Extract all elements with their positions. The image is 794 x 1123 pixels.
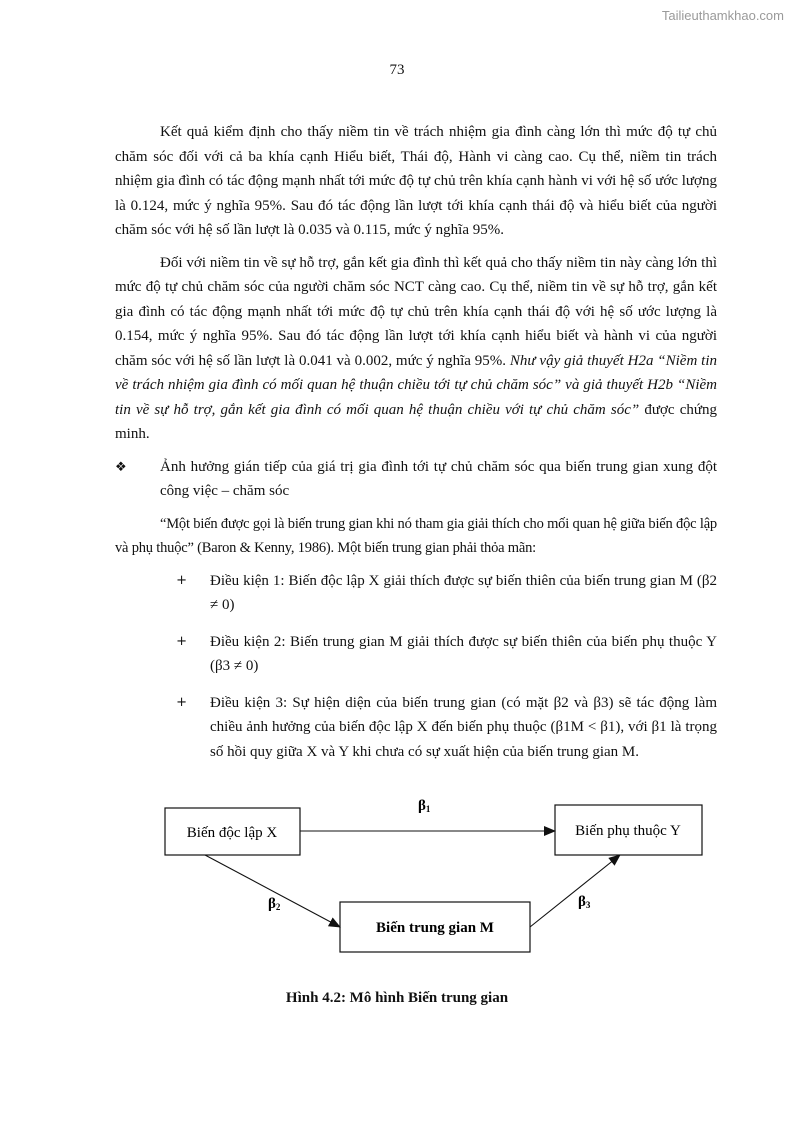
condition-item (115, 691, 717, 765)
condition-text: Điều kiện 2: Biến trung gian M giải thích được sự biến thiên của biến phụ thuộc Y (β3 ≠ 0) (210, 633, 717, 674)
beta3-subscript: 3 (585, 900, 591, 910)
beta2-symbol: β (268, 896, 276, 912)
paragraph-support-end: được chứng minh. (115, 401, 717, 442)
section-bullet-text: Ảnh hưởng gián tiếp của giá trị gia đình tới tự chủ chăm sóc qua biến trung gian xung đột công việc – chăm sóc (160, 458, 717, 499)
hypothesis-statement: Như vậy giả thuyết H2a “Niềm tin về trách nhiệm gia đình có mối quan hệ thuận chiều tới tự chủ chăm sóc” và giả thuyết H2b “Niềm tin về sự hỗ trợ, gắn kết gia đình có mối quan hệ thuận chiều với tự chủ chăm sóc” (115, 352, 717, 418)
watermark: Tailieuthamkhao.com (661, 8, 784, 23)
page-number: 73 (389, 62, 405, 78)
diamond-bullet-icon: ❖ (115, 458, 127, 474)
plus-bullet-icon: + (176, 633, 187, 649)
paragraph-family-responsibility: Kết quả kiểm định cho thấy niềm tin về trách nhiệm gia đình càng lớn thì mức độ tự chủ chăm sóc đối với cả ba khía cạnh Hiểu biết, Thái độ, Hành vi càng cao. Cụ thể, niềm tin trách nhiệm gia đình có tác động mạnh nhất tới mức độ tự chủ trên khía cạnh hành vi với hệ số ước lượng là 0.124, mức ý nghĩa 95%. Sau đó tác động lần lượt tới khía cạnh thái độ và hiểu biết của người chăm sóc với hệ số lần lượt là 0.035 và 0.115, mức ý nghĩa 95%. (115, 124, 717, 238)
independent-variable-label: Biến độc lập X (186, 825, 278, 841)
arrow-m-to-y (530, 855, 620, 927)
main-content (115, 120, 717, 776)
section-bullet (115, 455, 717, 504)
figure-caption: Hình 4.2: Mô hình Biến trung gian (285, 990, 509, 1006)
plus-bullet-icon: + (176, 572, 187, 588)
beta3-label (578, 894, 591, 910)
conditions-list (115, 569, 717, 765)
beta1-symbol: β (418, 798, 426, 814)
mediator-variable-label: Biến trung gian M (376, 920, 494, 936)
condition-item (115, 630, 717, 679)
condition-text: Điều kiện 1: Biến độc lập X giải thích được sự biến thiên của biến trung gian M (β2 ≠ 0) (210, 572, 717, 613)
mediation-diagram (0, 780, 794, 1020)
beta2-subscript: 2 (275, 902, 281, 912)
beta1-label (418, 798, 431, 814)
condition-item (115, 569, 717, 618)
paragraph-support-text: Đối với niềm tin về sự hỗ trợ, gắn kết gia đình thì kết quả cho thấy niềm tin này càng lớn thì mức độ tự chủ chăm sóc của người chăm sóc NCT càng cao. Cụ thể, niềm tin về sự hỗ trợ, gắn kết gia đình có tác động mạnh nhất tới mức độ tự chủ trên khía cạnh thái độ với hệ số ước lượng là 0.154, mức ý nghĩa 95%. Sau đó tác động lần lượt tới khía cạnh hiểu biết và hành vi của người chăm sóc với hệ số lần lượt là 0.041 và 0.002, mức ý nghĩa 95%. (115, 254, 717, 369)
dependent-variable-label: Biến phụ thuộc Y (575, 823, 681, 839)
plus-bullet-icon: + (176, 694, 187, 710)
beta3-symbol: β (578, 894, 586, 910)
paragraph-mediator-definition: “Một biến được gọi là biến trung gian khi nó tham gia giải thích cho mối quan hệ giữa biến độc lập và phụ thuộc” (Baron & Kenny, 1986). Một biến trung gian phải thỏa mãn: (115, 515, 717, 556)
beta1-subscript: 1 (425, 804, 431, 814)
condition-text: Điều kiện 3: Sự hiện diện của biến trung gian (có mặt β2 và β3) sẽ tác động làm chiều ảnh hưởng của biến độc lập X đến biến phụ thuộc (β1M < β1), với β1 là trọng số hồi quy giữa X và Y khi chưa có sự xuất hiện của biến trung gian M. (210, 694, 717, 760)
arrow-x-to-m (205, 855, 340, 927)
beta2-label (268, 896, 281, 912)
paragraph-family-support (115, 251, 717, 447)
